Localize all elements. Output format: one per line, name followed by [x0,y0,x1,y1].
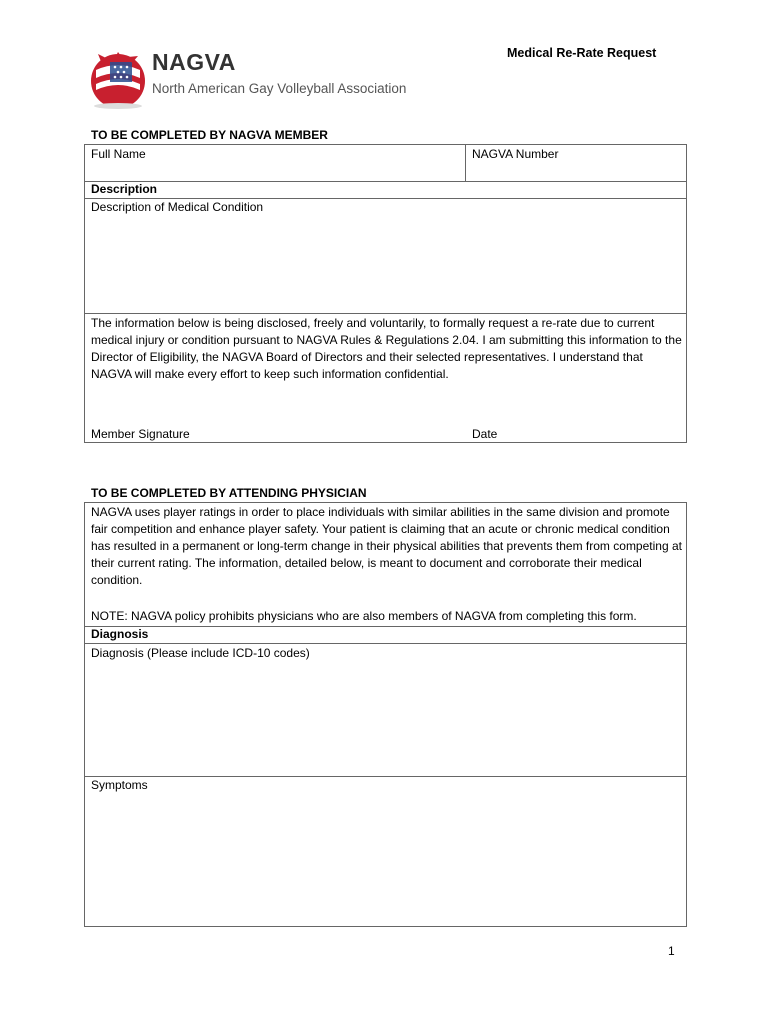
document-title: Medical Re-Rate Request [507,46,657,60]
nagva-number-field[interactable] [466,145,687,181]
member-signature-field[interactable] [85,407,465,443]
member-signature-label: Member Signature [91,427,190,441]
diagnosis-label: Diagnosis (Please include ICD-10 codes) [91,646,310,660]
date-label: Date [472,427,498,441]
description-heading: Description [91,182,158,196]
page-number: 1 [668,944,675,958]
nagva-logo [88,48,448,110]
physician-section-heading: TO BE COMPLETED BY ATTENDING PHYSICIAN [91,486,367,500]
diagnosis-heading: Diagnosis [91,627,149,641]
physician-intro-text: NAGVA uses player ratings in order to place individuals with similar abilities in the same division and promote fair competition and enhance player safety. Your patient is claiming that an acute or chronic medical condition has resulted in a permanent or long-term change in their physical abilities that prevents them from competing at their current rating. The information, detailed below, is meant to document and corroborate their medical condition. [91,505,682,587]
description-field[interactable] [85,199,686,313]
symptoms-label: Symptoms [91,778,148,792]
member-section-heading: TO BE COMPLETED BY NAGVA MEMBER [91,128,328,142]
disclosure-text: The information below is being disclosed, freely and voluntarily, to formally request a re-rate due to current medical injury or condition pursuant to NAGVA Rules & Regulations 2.04. I am submitting this information to the Director of Eligibility, the NAGVA Board of Directors and their selected representatives. I understand that NAGVA will make every effort to keep such information confidential. [91,316,682,381]
full-name-label: Full Name [91,147,146,161]
nagva-number-label: NAGVA Number [472,147,559,161]
physician-form-box [84,502,687,927]
volleyball-flag-icon [88,48,150,110]
symptoms-field[interactable] [85,777,686,926]
date-field[interactable] [466,407,686,443]
member-form-box [84,144,687,443]
full-name-field[interactable] [85,145,465,181]
divider [85,181,686,182]
diagnosis-field[interactable] [85,644,686,776]
description-label: Description of Medical Condition [91,200,264,214]
physician-note-text: NOTE: NAGVA policy prohibits physicians who are also members of NAGVA from completing this form. [91,609,637,623]
logo-name: NAGVA [152,49,236,75]
divider [85,313,686,314]
logo-subtitle: North American Gay Volleyball Association [152,81,407,96]
divider [85,626,686,627]
